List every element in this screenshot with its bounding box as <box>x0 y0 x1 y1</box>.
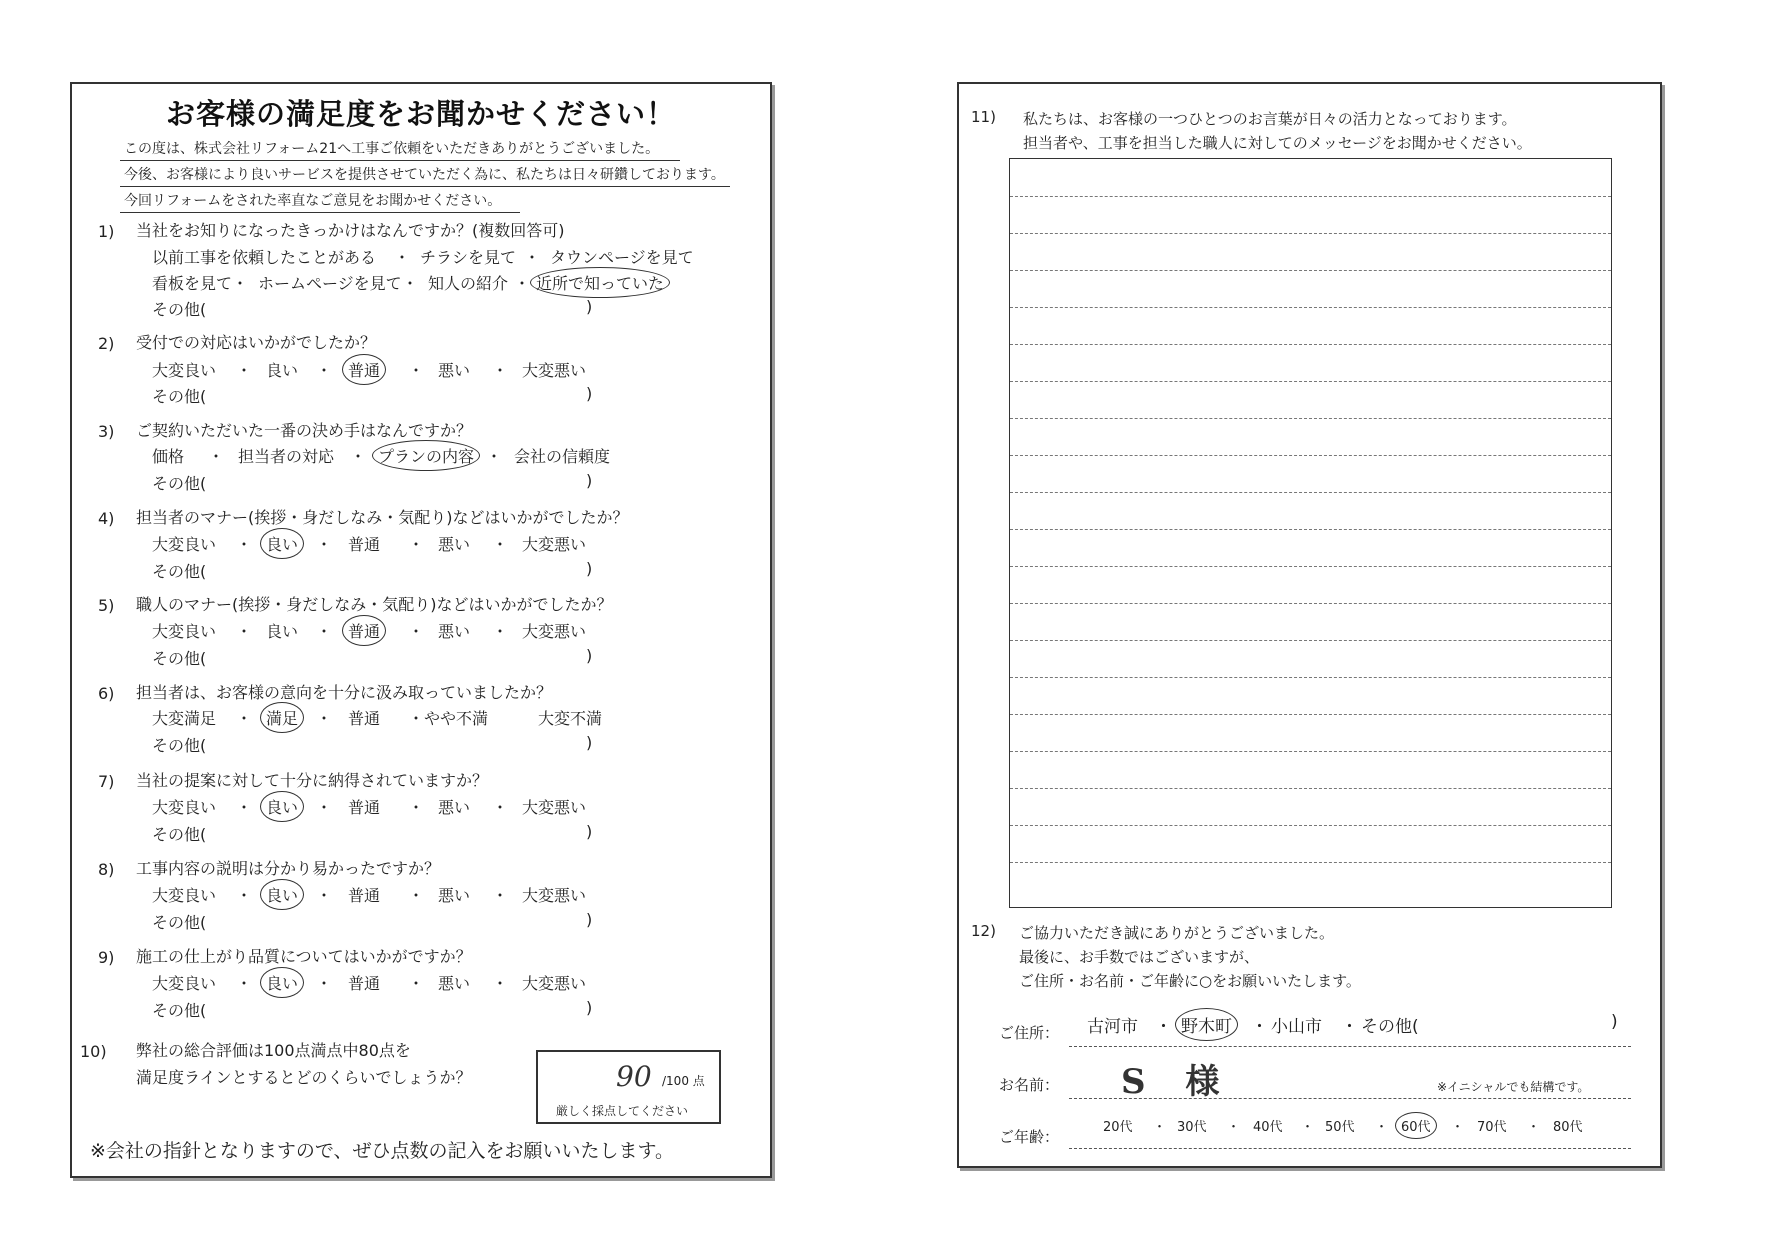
q3-option-plan-selected[interactable]: プランの内容 <box>378 444 474 467</box>
q1-option-referral[interactable]: 知人の紹介 <box>428 274 509 293</box>
write-line <box>1010 307 1611 308</box>
separator-dot: ・ <box>316 709 333 728</box>
q7-option-very-bad[interactable]: 大変悪い <box>522 798 587 817</box>
separator-dot: ・ <box>408 709 425 728</box>
separator-dot: ・ <box>208 447 225 466</box>
question-1-other[interactable]: その他( <box>152 300 207 319</box>
question-7-other[interactable]: その他( <box>152 825 207 844</box>
score-value: 90 <box>616 1060 652 1093</box>
separator-dot: ・ <box>350 447 367 466</box>
intro-line-3: 今回リフォームをされた率直なご意見をお聞かせください。 <box>124 193 502 209</box>
question-9-other[interactable]: その他( <box>152 1001 207 1020</box>
question-8-other-close: ) <box>586 910 593 929</box>
question-10-line-2: 満足度ラインとするとどのくらいでしょうか？ <box>136 1068 472 1087</box>
write-line <box>1010 381 1611 382</box>
q2-option-bad[interactable]: 悪い <box>438 361 471 380</box>
separator-dot: ・ <box>492 535 509 554</box>
address-option-other[interactable]: その他( <box>1361 1017 1419 1037</box>
q3-option-trust[interactable]: 会社の信頼度 <box>514 447 611 466</box>
age-underline <box>1069 1148 1631 1149</box>
question-10-number: 10) <box>80 1042 107 1061</box>
age-label: ご年齢： <box>999 1128 1060 1146</box>
q1-option-homepage[interactable]: ホームページを見て <box>258 274 402 293</box>
intro-underline-2 <box>120 186 730 187</box>
address-options <box>1087 1012 1627 1038</box>
q1-option-past-work[interactable]: 以前工事を依頼したことがある <box>152 248 377 267</box>
q9-option-bad[interactable]: 悪い <box>438 974 471 993</box>
write-line <box>1010 714 1611 715</box>
separator-dot: ・ <box>236 886 253 905</box>
q8-option-bad[interactable]: 悪い <box>438 886 471 905</box>
separator-dot: ・ <box>236 709 253 728</box>
intro-underline-3 <box>120 212 520 213</box>
separator-dot: ・ <box>236 622 253 641</box>
write-line <box>1010 751 1611 752</box>
q8-option-very-good[interactable]: 大変良い <box>152 886 217 905</box>
write-line <box>1010 455 1611 456</box>
q2-option-normal-selected[interactable]: 普通 <box>348 358 380 381</box>
q6-option-satisfied-selected[interactable]: 満足 <box>266 706 298 729</box>
question-3-other-close: ) <box>586 471 593 490</box>
separator-dot: ・ <box>1227 1120 1241 1135</box>
age-options <box>1103 1116 1623 1138</box>
name-value[interactable]: S 様 <box>1121 1062 1234 1102</box>
address-option-nogi-selected[interactable]: 野木町 <box>1181 1012 1232 1037</box>
intro-line-2: 今後、お客様により良いサービスを提供させていただく為に、私たちは日々研鑽しております。 <box>124 167 725 183</box>
q7-option-very-good[interactable]: 大変良い <box>152 798 217 817</box>
separator-dot: ・ <box>408 798 425 817</box>
q2-option-good[interactable]: 良い <box>266 361 299 380</box>
separator-dot: ・ <box>1375 1120 1389 1135</box>
separator-dot: ・ <box>236 974 253 993</box>
separator-dot: ・ <box>492 361 509 380</box>
age-option-50s[interactable]: 50代 <box>1325 1120 1355 1135</box>
question-6-number: 6) <box>98 684 115 703</box>
q8-option-good-selected[interactable]: 良い <box>266 883 298 906</box>
q4-option-good-selected[interactable]: 良い <box>266 532 298 555</box>
footer-note: ※会社の指針となりますので、ぜひ点数の記入をお願いいたします。 <box>90 1140 675 1162</box>
separator-dot: ・ <box>1341 1017 1358 1037</box>
question-11-line-2: 担当者や、工事を担当した職人に対してのメッセージをお聞かせください。 <box>1023 134 1532 152</box>
question-10-line-1: 弊社の総合評価は100点満点中80点を <box>136 1041 411 1060</box>
question-3-text: ご契約いただいた一番の決め手はなんですか？ <box>136 421 473 440</box>
question-9-number: 9) <box>98 948 115 967</box>
q5-option-very-good[interactable]: 大変良い <box>152 622 217 641</box>
question-2-other-close: ) <box>586 384 593 403</box>
question-12-line-3: ご住所・お名前・ご年齢に○をお願いいたします。 <box>1019 972 1361 990</box>
question-5-text: 職人のマナー(挨拶・身だしなみ・気配り)などはいかがでしたか？ <box>136 595 613 614</box>
separator-dot: ・ <box>1251 1017 1268 1037</box>
q7-option-bad[interactable]: 悪い <box>438 798 471 817</box>
q6-option-slightly-unsatisfied[interactable]: やや不満 <box>424 709 489 728</box>
q7-option-good-selected[interactable]: 良い <box>266 795 298 818</box>
write-line <box>1010 566 1611 567</box>
question-7-number: 7) <box>98 772 115 791</box>
q1-option-flyer[interactable]: チラシを見て <box>420 248 517 267</box>
address-option-koga[interactable]: 古河市 <box>1087 1017 1138 1037</box>
question-4-other[interactable]: その他( <box>152 562 207 581</box>
separator-dot: ・ <box>492 886 509 905</box>
address-option-oyama[interactable]: 小山市 <box>1271 1017 1322 1037</box>
write-line <box>1010 640 1611 641</box>
intro-underline-1 <box>120 160 680 161</box>
age-option-60s-selected[interactable]: 60代 <box>1401 1116 1431 1135</box>
q2-option-very-bad[interactable]: 大変悪い <box>522 361 587 380</box>
separator-dot: ・ <box>492 798 509 817</box>
q8-option-normal[interactable]: 普通 <box>348 886 381 905</box>
separator-dot: ・ <box>408 974 425 993</box>
separator-dot: ・ <box>316 535 333 554</box>
write-line <box>1010 529 1611 530</box>
separator-dot: ・ <box>492 974 509 993</box>
separator-dot: ・ <box>492 622 509 641</box>
address-other-close: ) <box>1611 1012 1618 1032</box>
write-line <box>1010 862 1611 863</box>
q9-option-normal[interactable]: 普通 <box>348 974 381 993</box>
question-8-number: 8) <box>98 860 115 879</box>
q4-option-very-bad[interactable]: 大変悪い <box>522 535 587 554</box>
age-option-20s[interactable]: 20代 <box>1103 1120 1133 1135</box>
score-input-box[interactable] <box>536 1050 721 1124</box>
q5-option-bad[interactable]: 悪い <box>438 622 471 641</box>
q1-option-neighborhood-selected[interactable]: 近所で知っていた <box>536 271 664 294</box>
separator-dot: ・ <box>236 361 253 380</box>
survey-page-left <box>70 82 772 1178</box>
question-11-line-1: 私たちは、お客様の一つひとつのお言葉が日々の活力となっております。 <box>1023 110 1517 128</box>
q6-option-very-satisfied[interactable]: 大変満足 <box>152 709 217 728</box>
question-6-other-close: ) <box>586 733 593 752</box>
separator-dot: ・ <box>486 447 503 466</box>
question-8-text: 工事内容の説明は分かり易かったですか？ <box>136 859 441 878</box>
q1-option-townpage[interactable]: タウンページを見て <box>550 248 694 267</box>
q4-option-normal[interactable]: 普通 <box>348 535 381 554</box>
separator-dot: ・ <box>236 798 253 817</box>
separator-dot: ・ <box>1451 1120 1465 1135</box>
write-line <box>1010 788 1611 789</box>
question-1-other-close: ) <box>586 297 593 316</box>
question-2-text: 受付での対応はいかがでしたか？ <box>136 333 377 352</box>
q1-option-signboard[interactable]: 看板を見て <box>152 274 233 293</box>
score-unit: /100 点 <box>662 1074 705 1088</box>
separator-dot: ・ <box>1301 1120 1315 1135</box>
address-underline <box>1069 1046 1631 1047</box>
q9-option-very-bad[interactable]: 大変悪い <box>522 974 587 993</box>
write-line <box>1010 344 1611 345</box>
question-2-other[interactable]: その他( <box>152 387 207 406</box>
q4-option-very-good[interactable]: 大変良い <box>152 535 217 554</box>
question-12-line-1: ご協力いただき誠にありがとうございました。 <box>1019 924 1335 942</box>
separator-dot: ・ <box>1527 1120 1541 1135</box>
q3-option-price[interactable]: 価格 <box>152 447 185 466</box>
question-6-text: 担当者は、お客様の意向を十分に汲み取っていましたか？ <box>136 683 553 702</box>
question-12-line-2: 最後に、お手数ではございますが、 <box>1019 948 1260 966</box>
separator-dot: ・ <box>316 886 333 905</box>
age-option-70s[interactable]: 70代 <box>1477 1120 1507 1135</box>
question-9-other-close: ) <box>586 998 593 1017</box>
separator-dot: ・ <box>524 248 541 267</box>
q9-option-very-good[interactable]: 大変良い <box>152 974 217 993</box>
age-option-30s[interactable]: 30代 <box>1177 1120 1207 1135</box>
q9-option-good-selected[interactable]: 良い <box>266 971 298 994</box>
question-12-number: 12) <box>971 922 996 940</box>
write-line <box>1010 603 1611 604</box>
separator-dot: ・ <box>316 361 333 380</box>
q2-option-very-good[interactable]: 大変良い <box>152 361 217 380</box>
age-option-40s[interactable]: 40代 <box>1253 1120 1283 1135</box>
intro-line-1: この度は、株式会社リフォーム21へ工事ご依頼をいただきありがとうございました。 <box>124 141 660 157</box>
question-3-other[interactable]: その他( <box>152 474 207 493</box>
write-line <box>1010 270 1611 271</box>
question-6-other[interactable]: その他( <box>152 736 207 755</box>
question-2-number: 2) <box>98 334 115 353</box>
q8-option-very-bad[interactable]: 大変悪い <box>522 886 587 905</box>
question-7-other-close: ) <box>586 822 593 841</box>
q7-option-normal[interactable]: 普通 <box>348 798 381 817</box>
question-5-number: 5) <box>98 596 115 615</box>
q6-option-normal[interactable]: 普通 <box>348 709 381 728</box>
name-label: お名前： <box>999 1076 1060 1094</box>
name-initial-note: ※イニシャルでも結構です。 <box>1437 1080 1590 1094</box>
q4-option-bad[interactable]: 悪い <box>438 535 471 554</box>
separator-dot: ・ <box>514 274 531 293</box>
question-4-number: 4) <box>98 509 115 528</box>
separator-dot: ・ <box>1155 1017 1172 1037</box>
separator-dot: ・ <box>316 974 333 993</box>
separator-dot: ・ <box>408 886 425 905</box>
separator-dot: ・ <box>236 535 253 554</box>
q5-option-good[interactable]: 良い <box>266 622 299 641</box>
separator-dot: ・ <box>408 535 425 554</box>
write-line <box>1010 418 1611 419</box>
q5-option-normal-selected[interactable]: 普通 <box>348 619 380 642</box>
separator-dot: ・ <box>316 622 333 641</box>
question-7-text: 当社の提案に対して十分に納得されていますか？ <box>136 771 489 790</box>
question-9-text: 施工の仕上がり品質についてはいかがですか？ <box>136 947 472 966</box>
separator-dot: ・ <box>316 798 333 817</box>
separator-dot: ・ <box>408 622 425 641</box>
score-note: 厳しく採点してください <box>556 1104 689 1118</box>
question-3-number: 3) <box>98 422 115 441</box>
question-4-other-close: ) <box>586 559 593 578</box>
separator-dot: ・ <box>408 361 425 380</box>
write-line <box>1010 492 1611 493</box>
address-label: ご住所： <box>999 1024 1060 1042</box>
q6-option-very-unsatisfied[interactable]: 大変不満 <box>538 709 603 728</box>
question-4-text: 担当者のマナー(挨拶・身だしなみ・気配り)などはいかがでしたか？ <box>136 508 629 527</box>
q5-option-very-bad[interactable]: 大変悪い <box>522 622 587 641</box>
write-line <box>1010 233 1611 234</box>
survey-page-right <box>957 82 1662 1168</box>
separator-dot: ・ <box>232 274 249 293</box>
survey-title: お客様の満足度をお聞かせください！ <box>165 97 676 131</box>
question-5-other-close: ) <box>586 646 593 665</box>
age-option-80s[interactable]: 80代 <box>1553 1120 1583 1135</box>
separator-dot: ・ <box>1153 1120 1167 1135</box>
question-8-other[interactable]: その他( <box>152 913 207 932</box>
separator-dot: ・ <box>394 248 411 267</box>
question-1-number: 1) <box>98 222 115 241</box>
question-5-other[interactable]: その他( <box>152 649 207 668</box>
write-line <box>1010 677 1611 678</box>
write-line <box>1010 825 1611 826</box>
message-textarea[interactable] <box>1009 158 1612 908</box>
question-1-text: 当社をお知りになったきっかけはなんですか？(複数回答可) <box>136 221 565 240</box>
question-11-number: 11) <box>971 108 996 126</box>
write-line <box>1010 196 1611 197</box>
separator-dot: ・ <box>402 274 419 293</box>
q3-option-staff[interactable]: 担当者の対応 <box>238 447 335 466</box>
